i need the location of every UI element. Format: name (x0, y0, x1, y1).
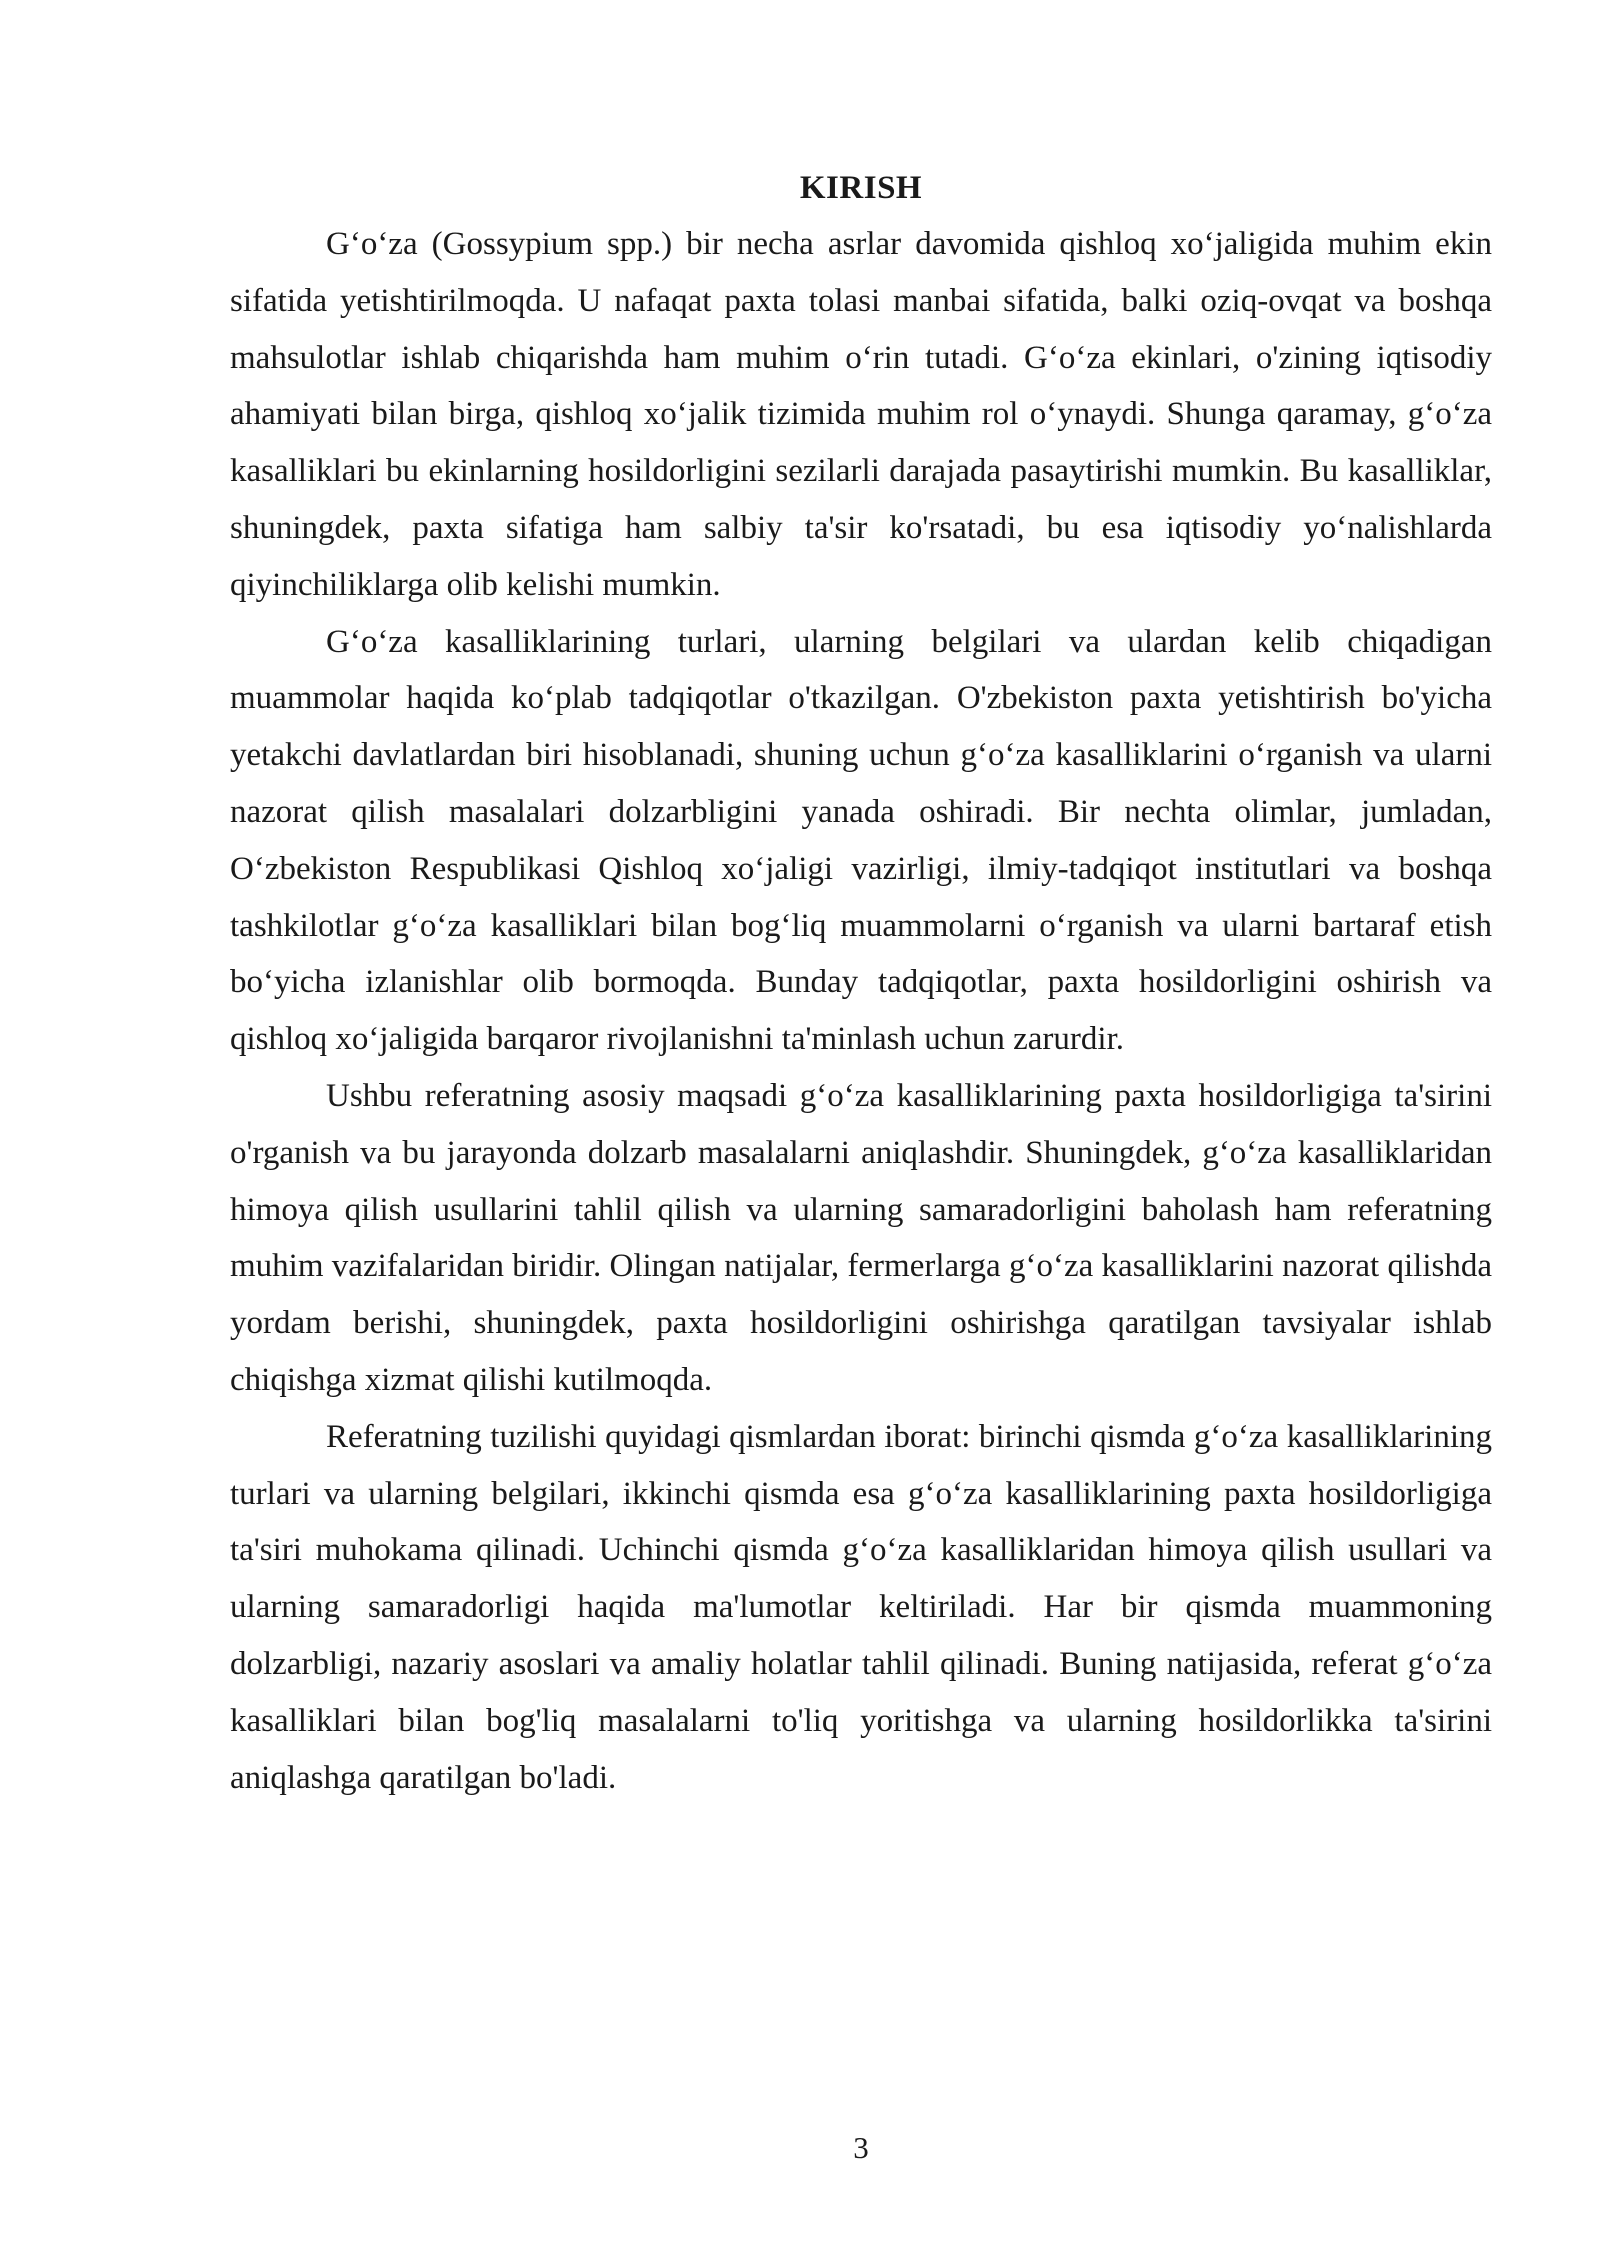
page-title: KIRISH (799, 170, 923, 206)
page-number: 3 (853, 2130, 869, 2165)
page-content (230, 160, 1492, 1806)
paragraph-3: Ushbu referatning asosiy maqsadi g‘o‘za kasalliklarining paxta hosildorligiga ta'sirini o'rganish va bu jarayonda dolzarb masalalarni aniqlashdir. Shuningdek, g‘o‘za kasalliklaridan himoya qilish usullarini tahlil qilish va ularning samaradorligini baholash ham referatning muhim vazifalaridan biridir. Olingan natijalar, fermerlarga g‘o‘za kasalliklarini nazorat qilishda yordam berishi, shuningdek, paxta hosildorligini oshirishga qaratilgan tavsiyalar ishlab chiqishga xizmat qilishi kutilmoqda. (230, 1077, 1492, 1398)
paragraph-1: G‘o‘za (Gossypium spp.) bir necha asrlar davomida qishloq xo‘jaligida muhim ekin sifatida yetishtirilmoqda. U nafaqat paxta tolasi manbai sifatida, balki oziq-ovqat va boshqa mahsulotlar ishlab chiqarishda ham muhim o‘rin tutadi. G‘o‘za ekinlari, o'zining iqtisodiy ahamiyati bilan birga, qishloq xo‘jalik tizimida muhim rol o‘ynaydi. Shunga qaramay, g‘o‘za kasalliklari bu ekinlarning hosildorligini sezilarli darajada pasaytirishi mumkin. Bu kasalliklar, shuningdek, paxta sifatiga ham salbiy ta'sir ko'rsatadi, bu esa iqtisodiy yo‘nalishlarda qiyinchiliklarga olib kelishi mumkin. (230, 226, 1492, 603)
paragraph-2: G‘o‘za kasalliklarining turlari, ularning belgilari va ulardan kelib chiqadigan muammolar haqida ko‘plab tadqiqotlar o'tkazilgan. O'zbekiston paxta yetishtirish bo'yicha yetakchi davlatlardan biri hisoblanadi, shuning uchun g‘o‘za kasalliklarini o‘rganish va ularni nazorat qilish masalalari dolzarbligini yanada oshiradi. Bir nechta olimlar, jumladan, O‘zbekiston Respublikasi Qishloq xo‘jaligi vazirligi, ilmiy-tadqiqot institutlari va boshqa tashkilotlar g‘o‘za kasalliklari bilan bog‘liq muammolarni o‘rganish va ularni bartaraf etish bo‘yicha izlanishlar olib bormoqda. Bunday tadqiqotlar, paxta hosildorligini oshirish va qishloq xo‘jaligida barqaror rivojlanishni ta'minlash uchun zarurdir. (230, 623, 1492, 1058)
paragraph-4: Referatning tuzilishi quyidagi qismlardan iborat: birinchi qismda g‘o‘za kasalliklarining turlari va ularning belgilari, ikkinchi qismda esa g‘o‘za kasalliklarining paxta hosildorligiga ta'siri muhokama qilinadi. Uchinchi qismda g‘o‘za kasalliklaridan himoya qilish usullari va ularning samaradorligi haqida ma'lumotlar keltiriladi. Har bir qismda muammoning dolzarbligi, nazariy asoslari va amaliy holatlar tahlil qilinadi. Buning natijasida, referat g‘o‘za kasalliklari bilan bog'liq masalalarni to'liq yoritishga va ularning hosildorlikka ta'sirini aniqlashga qaratilgan bo'ladi. (230, 1418, 1492, 1796)
